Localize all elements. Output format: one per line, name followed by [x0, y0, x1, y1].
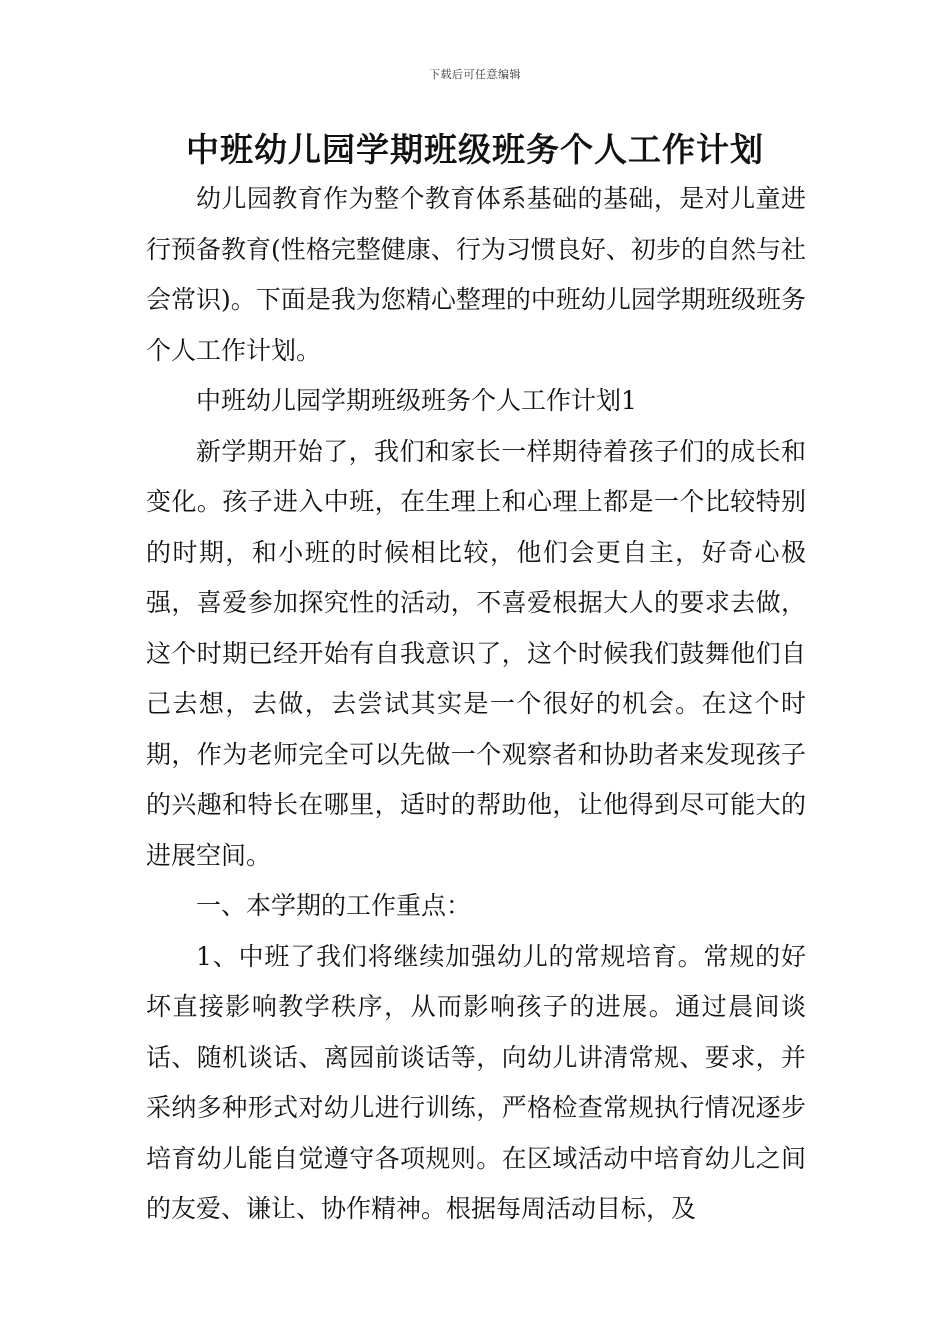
document-body: [146, 174, 806, 1235]
header-note: 下载后可任意编辑: [429, 68, 521, 81]
subsection-heading: 一、本学期的工作重点：: [196, 891, 472, 920]
body-paragraph: 1、中班了我们将继续加强幼儿的常规培育。常规的好坏直接影响教学秩序，从而影响孩子的进展。通过晨间谈话、随机谈话、离园前谈话等，向幼儿讲清常规、要求，并采纳多种形式对幼儿进行训练，严格检查常规执行情况逐步培育幼儿能自觉遵守各项规则。在区域活动中培育幼儿之间的友爱、谦让、协作精神。根据每周活动目标，及: [146, 941, 806, 1223]
document-title: 中班幼儿园学期班级班务个人工作计划: [186, 130, 764, 169]
body-paragraph: 新学期开始了，我们和家长一样期待着孩子们的成长和变化。孩子进入中班，在生理上和心理上都是一个比较特别的时期，和小班的时候相比较，他们会更自主，好奇心极强，喜爱参加探究性的活动，不喜爱根据大人的要求去做，这个时期已经开始有自我意识了，这个时候我们鼓舞他们自己去想，去做，去尝试其实是一个很好的机会。在这个时期，作为老师完全可以先做一个观察者和协助者来发现孩子的兴趣和特长在哪里，适时的帮助他，让他得到尽可能大的进展空间。: [146, 436, 806, 870]
intro-paragraph: 幼儿园教育作为整个教育体系基础的基础，是对儿童进行预备教育(性格完整健康、行为习惯良好、初步的自然与社会常识)。下面是我为您精心整理的中班幼儿园学期班级班务个人工作计划。: [146, 184, 806, 365]
section-heading: 中班幼儿园学期班级班务个人工作计划1: [196, 386, 637, 415]
